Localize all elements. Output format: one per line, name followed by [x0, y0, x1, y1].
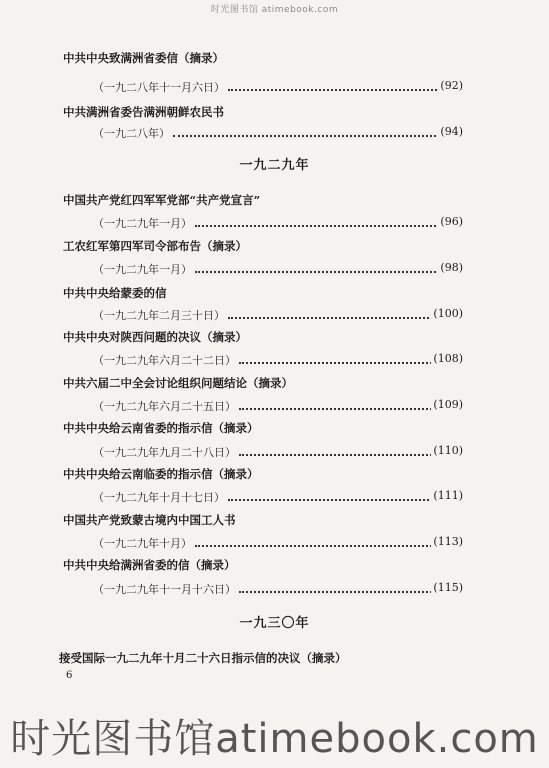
toc-entry-date: （一九二九年十月十七日） — [93, 491, 225, 504]
dot-leader — [195, 271, 460, 273]
year-heading-1929: 一九二九年 — [239, 158, 310, 173]
toc-entry-date-row — [93, 125, 463, 141]
toc-entry-date-row — [93, 581, 463, 597]
toc-entry-title: 中国共产党红四军军党部“共产党宣言” — [63, 193, 261, 207]
toc-entry-title: 中共中央致满洲省委信（摘录） — [63, 51, 224, 65]
page-number: 6 — [66, 670, 73, 681]
toc-entry-page: (115) — [433, 581, 463, 594]
dot-leader — [239, 454, 460, 456]
dot-leader — [228, 317, 460, 319]
toc-entry-title: 中共满洲省委告满洲朝鲜农民书 — [63, 105, 224, 119]
dot-leader — [239, 362, 460, 364]
toc-entry-date: （一九二九年十一月十六日） — [93, 583, 236, 596]
toc-entry-title: 中共中央给满洲省委的信（摘录） — [63, 558, 236, 572]
toc-entry-date-row — [93, 352, 463, 368]
toc-entry-page: (113) — [433, 535, 463, 548]
toc-entry-date-row — [93, 261, 463, 277]
toc-entry-date-row — [93, 444, 463, 460]
toc-entry-page: (96) — [440, 215, 463, 228]
toc-entry-date-row — [93, 489, 463, 505]
toc-entry-title: 中共中央给云南省委的指示信（摘录） — [63, 421, 259, 435]
toc-entry-title: 工农红军第四军司令部布告（摘录） — [63, 239, 247, 253]
toc-entry-page: (110) — [433, 444, 463, 457]
toc-entry-date: （一九二九年一月） — [93, 263, 192, 276]
toc-entry-date-row — [93, 398, 463, 414]
toc-entry-date: （一九二八年） — [93, 127, 170, 140]
toc-entry-title: 中共中央给蒙委的信 — [63, 286, 167, 300]
toc-entry-date: （一九二九年一月） — [93, 217, 192, 230]
dot-leader — [195, 545, 460, 547]
toc-entry-title: 中共中央对陕西问题的决议（摘录） — [63, 330, 247, 344]
year-heading-1930: 一九三〇年 — [239, 616, 310, 631]
site-header: 时光图书馆 atimebook.com — [210, 5, 339, 15]
toc-entry-date-row — [93, 535, 463, 551]
toc-entry-page: (108) — [433, 352, 463, 365]
toc-entry-date-row — [93, 307, 463, 323]
toc-entry-date-row — [93, 79, 463, 95]
toc-entry-date: （一九二九年十月） — [93, 537, 192, 550]
toc-entry-date: （一九二九年六月二十五日） — [93, 400, 236, 413]
dot-leader — [195, 225, 460, 227]
toc-entry-page: (109) — [433, 398, 463, 411]
dot-leader — [239, 408, 460, 410]
toc-entry-page: (111) — [433, 489, 463, 502]
toc-entry-date: （一九二八年十一月六日） — [93, 81, 225, 94]
dot-leader — [239, 591, 460, 593]
toc-entry-title: 中共中央给云南临委的指示信（摘录） — [63, 467, 259, 481]
toc-entry-date: （一九二九年六月二十二日） — [93, 354, 236, 367]
toc-entry-date-row — [93, 215, 463, 231]
toc-entry-date: （一九二九年二月三十日） — [93, 309, 225, 322]
toc-entry-title: 中国共产党致蒙古境内中国工人书 — [63, 513, 236, 527]
toc-entry-page: (98) — [440, 261, 463, 274]
toc-entry-page: (92) — [440, 79, 463, 92]
toc-entry-date: （一九二九年九月二十八日） — [93, 446, 236, 459]
toc-entry-page: (100) — [433, 307, 463, 320]
toc-entry-page: (94) — [440, 125, 463, 138]
dot-leader — [173, 135, 460, 137]
watermark: 时光图书馆atimebook.com — [10, 716, 539, 762]
dot-leader — [228, 499, 460, 501]
toc-entry-title: 中共六届二中全会讨论组织问题结论（摘录） — [63, 376, 293, 390]
dot-leader — [228, 89, 460, 91]
toc-entry-title: 接受国际一九二九年十月二十六日指示信的决议（摘录） — [59, 651, 347, 665]
